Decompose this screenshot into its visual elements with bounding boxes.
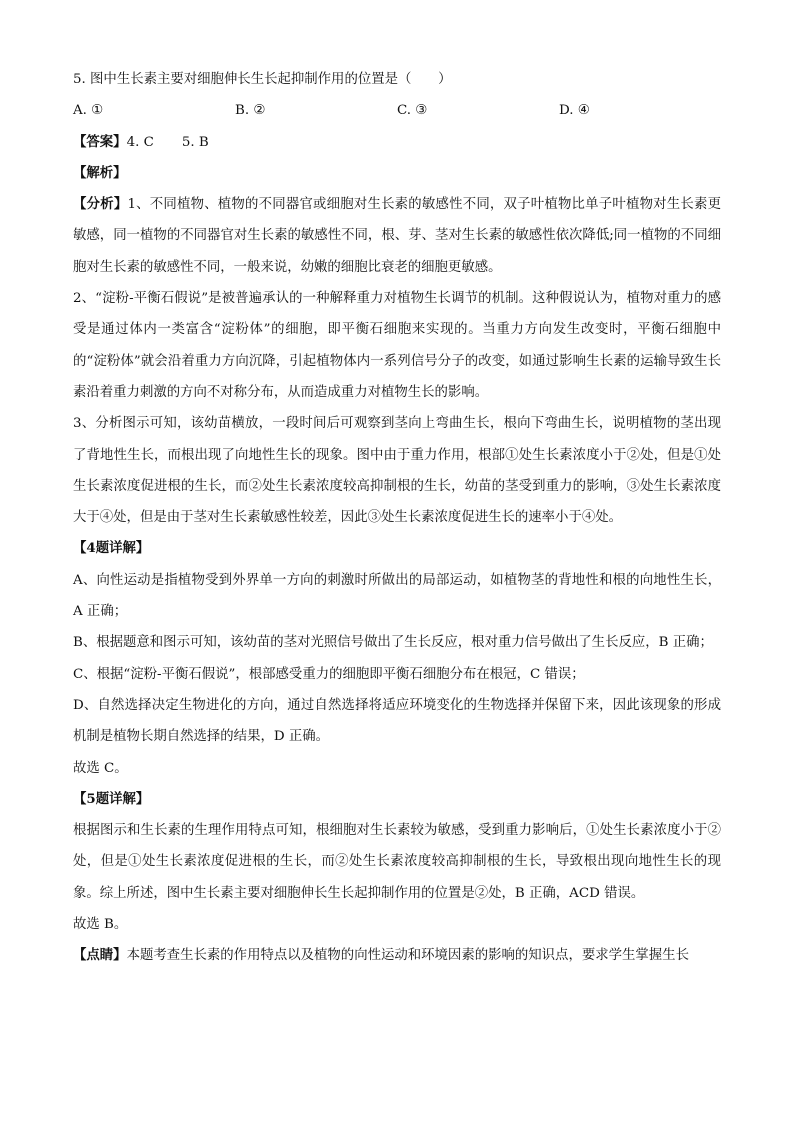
answer-q5: 5. B [181,134,209,150]
dianjing-paragraph [73,940,721,971]
q4-option-b: B、根据题意和图示可知，该幼苗的茎对光照信号做出了生长反应，根对重力信号做出了生长反应，B 正确； [73,635,713,651]
q4-option-c: C、根据“淀粉-平衡石假说”，根部感受重力的细胞即平衡石细胞分布在根冠，C 错误； [73,666,585,682]
question-5-options [73,95,721,126]
q5-detail-tag: 【5题详解】 [73,790,150,807]
fenxi-tag: 【分析】 [73,196,128,213]
q5-conclusion: 故选 B。 [73,917,128,933]
question-5-stem: 5. 图中生长素主要对细胞伸长生长起抑制作用的位置是（ ） [73,72,452,87]
answer-line [73,127,721,158]
dianjing-tag: 【点睛】 [73,947,127,964]
fenxi-paragraph-1 [73,189,721,283]
answer-tag: 【答案】 [73,133,127,150]
option-a: A. ① [73,103,104,119]
fenxi-paragraph-3: 3、分析图示可知，该幼苗横放，一段时间后可观察到茎向上弯曲生长，根向下弯曲生长，说明植物的茎出现了背地性生长，而根出现了向地性生长的现象。图中由于重力作用，根部①处生长素浓度小于②处，但是①处生长素浓度促进根的生长，而②处生长素浓度较高抑制根的生长，幼苗的茎受到重力的影响，③处生长素浓度大于④处，但是由于茎对生长素敏感性较差，因此③处生长素浓度促进生长的速率小于④处。 [73,416,721,526]
q4-conclusion: 故选 C。 [73,760,128,776]
fenxi-paragraph-2: 2、“淀粉-平衡石假说”是被普遍承认的一种解释重力对植物生长调节的机制。这种假说认为，植物对重力的感受是通过体内一类富含“淀粉体”的细胞，即平衡石细胞来实现的。当重力方向发生改变时，平衡石细胞中的“淀粉体”就会沿着重力方向沉降，引起植物体内一系列信号分子的改变，如通过影响生长素的运输导致生长素沿着重力刺激的方向不对称分布，从而造成重力对植物生长的影响。 [73,291,721,400]
fenxi-p1: 1、不同植物、植物的不同器官或细胞对生长素的敏感性不同，双子叶植物比单子叶植物对生长素更敏感，同一植物的不同器官对生长素的敏感性不同，根、芽、茎对生长素的敏感性依次降低;同一植物的不同细胞对生长素的敏感性不同，一般来说，幼嫩的细胞比衰老的细胞更敏感。 [73,197,721,275]
option-b: B. ② [235,103,266,119]
analysis-tag: 【解析】 [73,164,127,181]
dianjing-text: 本题考查生长素的作用特点以及植物的向性运动和环境因素的影响的知识点，要求学生掌握生长 [126,948,689,964]
q4-detail-tag: 【4题详解】 [73,540,150,557]
q4-option-a: A、向性运动是指植物受到外界单一方向的刺激时所做出的局部运动，如植物茎的背地性和根的向地性生长，A 正确； [73,572,721,620]
q5-detail-text: 根据图示和生长素的生理作用特点可知，根细胞对生长素较为敏感，受到重力影响后，①处生长素浓度小于②处，但是①处生长素浓度促进根的生长，而②处生长素浓度较高抑制根的生长，导致根出现向地性生长的现象。综上所述，图中生长素主要对细胞伸长生长起抑制作用的位置是②处，B 正确，ACD 错误。 [73,823,721,901]
q4-option-d: D、自然选择决定生物进化的方向，通过自然选择将适应环境变化的生物选择并保留下来，因此该现象的形成机制是植物长期自然选择的结果，D 正确。 [73,697,721,745]
document-page [73,64,721,972]
option-d: D. ④ [559,103,590,119]
option-c: C. ③ [397,103,428,119]
answer-q4: 4. C [126,134,154,150]
